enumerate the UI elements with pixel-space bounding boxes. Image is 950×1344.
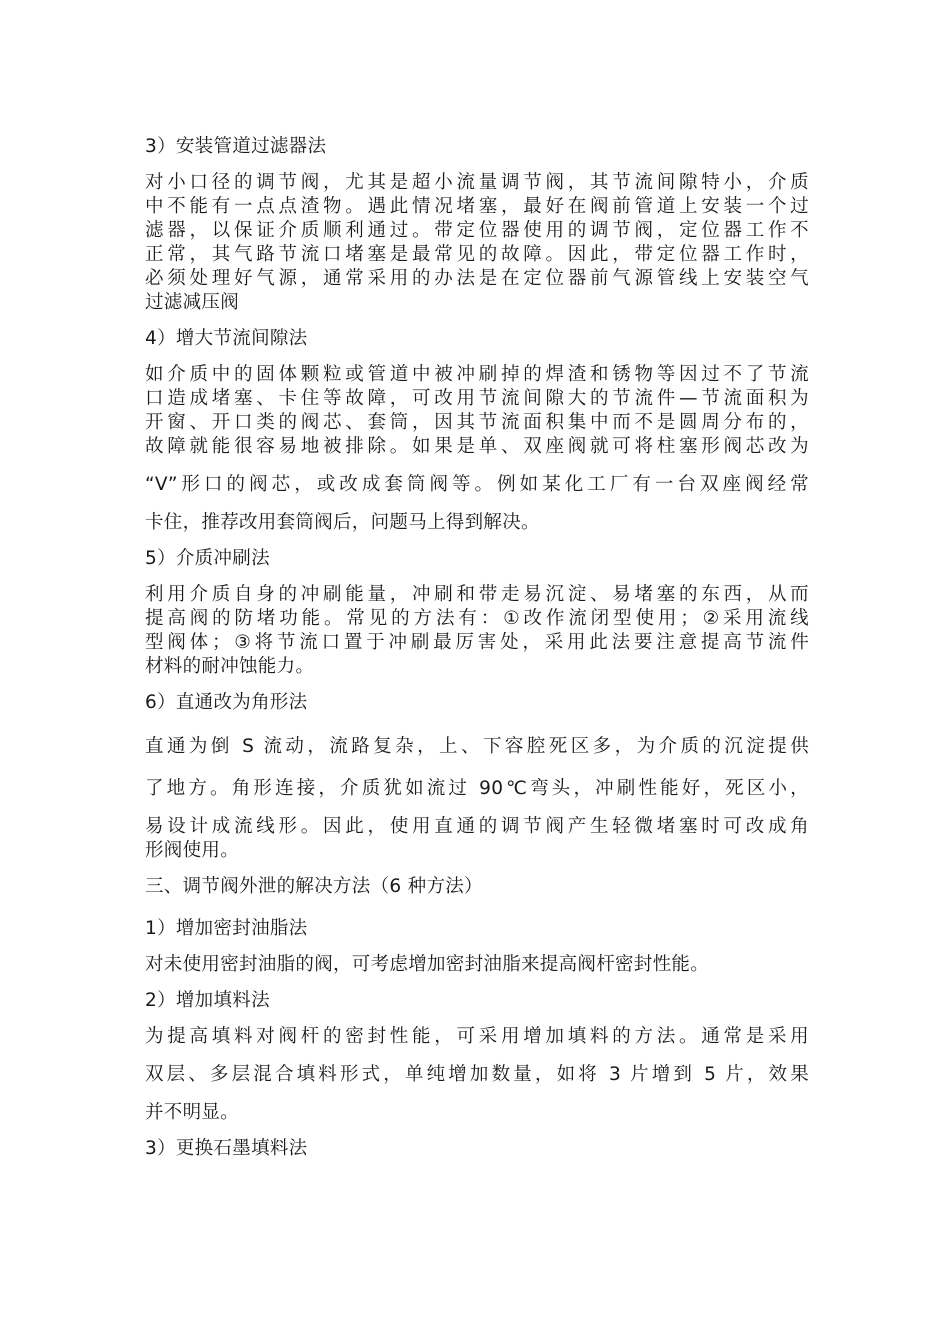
text-line: 必须处理好气源，通常采用的办法是在定位器前气源管线上安装空气 xyxy=(145,268,809,289)
paragraph-gap-cont xyxy=(145,473,809,497)
paragraph-packing xyxy=(145,1025,809,1049)
paragraph-gap-end xyxy=(145,511,809,535)
text-line: “V”形口的阀芯，或改成套筒阀等。例如某化工厂有一台双座阀经常 xyxy=(145,474,809,495)
paragraph-angle-end xyxy=(145,815,809,863)
text-line: 直通为倒 S 流动，流路复杂，上、下容腔死区多，为介质的沉淀提供 xyxy=(145,736,809,757)
document-page xyxy=(145,133,809,1163)
section-heading-packing: 2）增加填料法 xyxy=(145,990,270,1011)
paragraph-gap xyxy=(145,363,809,459)
text-line: 并不明显。 xyxy=(145,1102,240,1123)
section-heading-grease: 1）增加密封油脂法 xyxy=(145,918,308,939)
section-heading-graphite: 3）更换石墨填料法 xyxy=(145,1138,308,1159)
paragraph-filter xyxy=(145,171,809,315)
text-line: 材料的耐冲蚀能力。 xyxy=(145,656,315,677)
text-line: 形阀使用。 xyxy=(145,840,240,861)
text-line: 卡住，推荐改用套筒阀后，问题马上得到解决。 xyxy=(145,512,540,533)
text-line: 对小口径的调节阀，尤其是超小流量调节阀，其节流间隙特小，介质 xyxy=(145,172,809,193)
paragraph-angle-cont xyxy=(145,777,809,801)
text-line: 如介质中的固体颗粒或管道中被冲刷掉的焊渣和锈物等因过不了节流 xyxy=(145,364,809,385)
text-line: 为提高填料对阀杆的密封性能，可采用增加填料的方法。通常是采用 xyxy=(145,1026,809,1047)
text-line: 口造成堵塞、卡住等故障，可改用节流间隙大的节流件—节流面积为 xyxy=(145,388,809,409)
text-line: 正常，其气路节流口堵塞是最常见的故障。因此，带定位器工作时， xyxy=(145,244,809,265)
paragraph-packing-end xyxy=(145,1101,809,1125)
section-heading-gap: 4）增大节流间隙法 xyxy=(145,328,308,349)
text-line: 利用介质自身的冲刷能量，冲刷和带走易沉淀、易堵塞的东西，从而 xyxy=(145,584,809,605)
chapter-heading-leakage: 三、调节阀外泄的解决方法（6 种方法） xyxy=(145,876,483,897)
text-line: 对未使用密封油脂的阀，可考虑增加密封油脂来提高阀杆密封性能。 xyxy=(145,954,710,975)
paragraph-flush xyxy=(145,583,809,679)
paragraph-packing-cont xyxy=(145,1063,809,1087)
text-line: 双层、多层混合填料形式，单纯增加数量，如将 3 片增到 5 片，效果 xyxy=(145,1064,809,1085)
paragraph-grease xyxy=(145,953,809,977)
section-heading-flush: 5）介质冲刷法 xyxy=(145,548,270,569)
text-line: 易设计成流线形。因此，使用直通的调节阀产生轻微堵塞时可改成角 xyxy=(145,816,809,837)
text-line: 型阀体；③将节流口置于冲刷最厉害处，采用此法要注意提高节流件 xyxy=(145,632,809,653)
text-line: 故障就能很容易地被排除。如果是单、双座阀就可将柱塞形阀芯改为 xyxy=(145,436,809,457)
paragraph-angle xyxy=(145,735,809,759)
text-line: 滤器，以保证介质顺利通过。带定位器使用的调节阀，定位器工作不 xyxy=(145,220,809,241)
section-heading-filter: 3）安装管道过滤器法 xyxy=(145,136,327,157)
section-heading-angle: 6）直通改为角形法 xyxy=(145,692,308,713)
text-line: 了地方。角形连接，介质犹如流过 90℃弯头，冲刷性能好，死区小， xyxy=(145,778,809,799)
text-line: 中不能有一点点渣物。遇此情况堵塞，最好在阀前管道上安装一个过 xyxy=(145,196,809,217)
text-line: 过滤减压阀 xyxy=(145,292,240,313)
text-line: 提高阀的防堵功能。常见的方法有：①改作流闭型使用；②采用流线 xyxy=(145,608,809,629)
text-line: 开窗、开口类的阀芯、套筒，因其节流面积集中而不是圆周分布的， xyxy=(145,412,809,433)
